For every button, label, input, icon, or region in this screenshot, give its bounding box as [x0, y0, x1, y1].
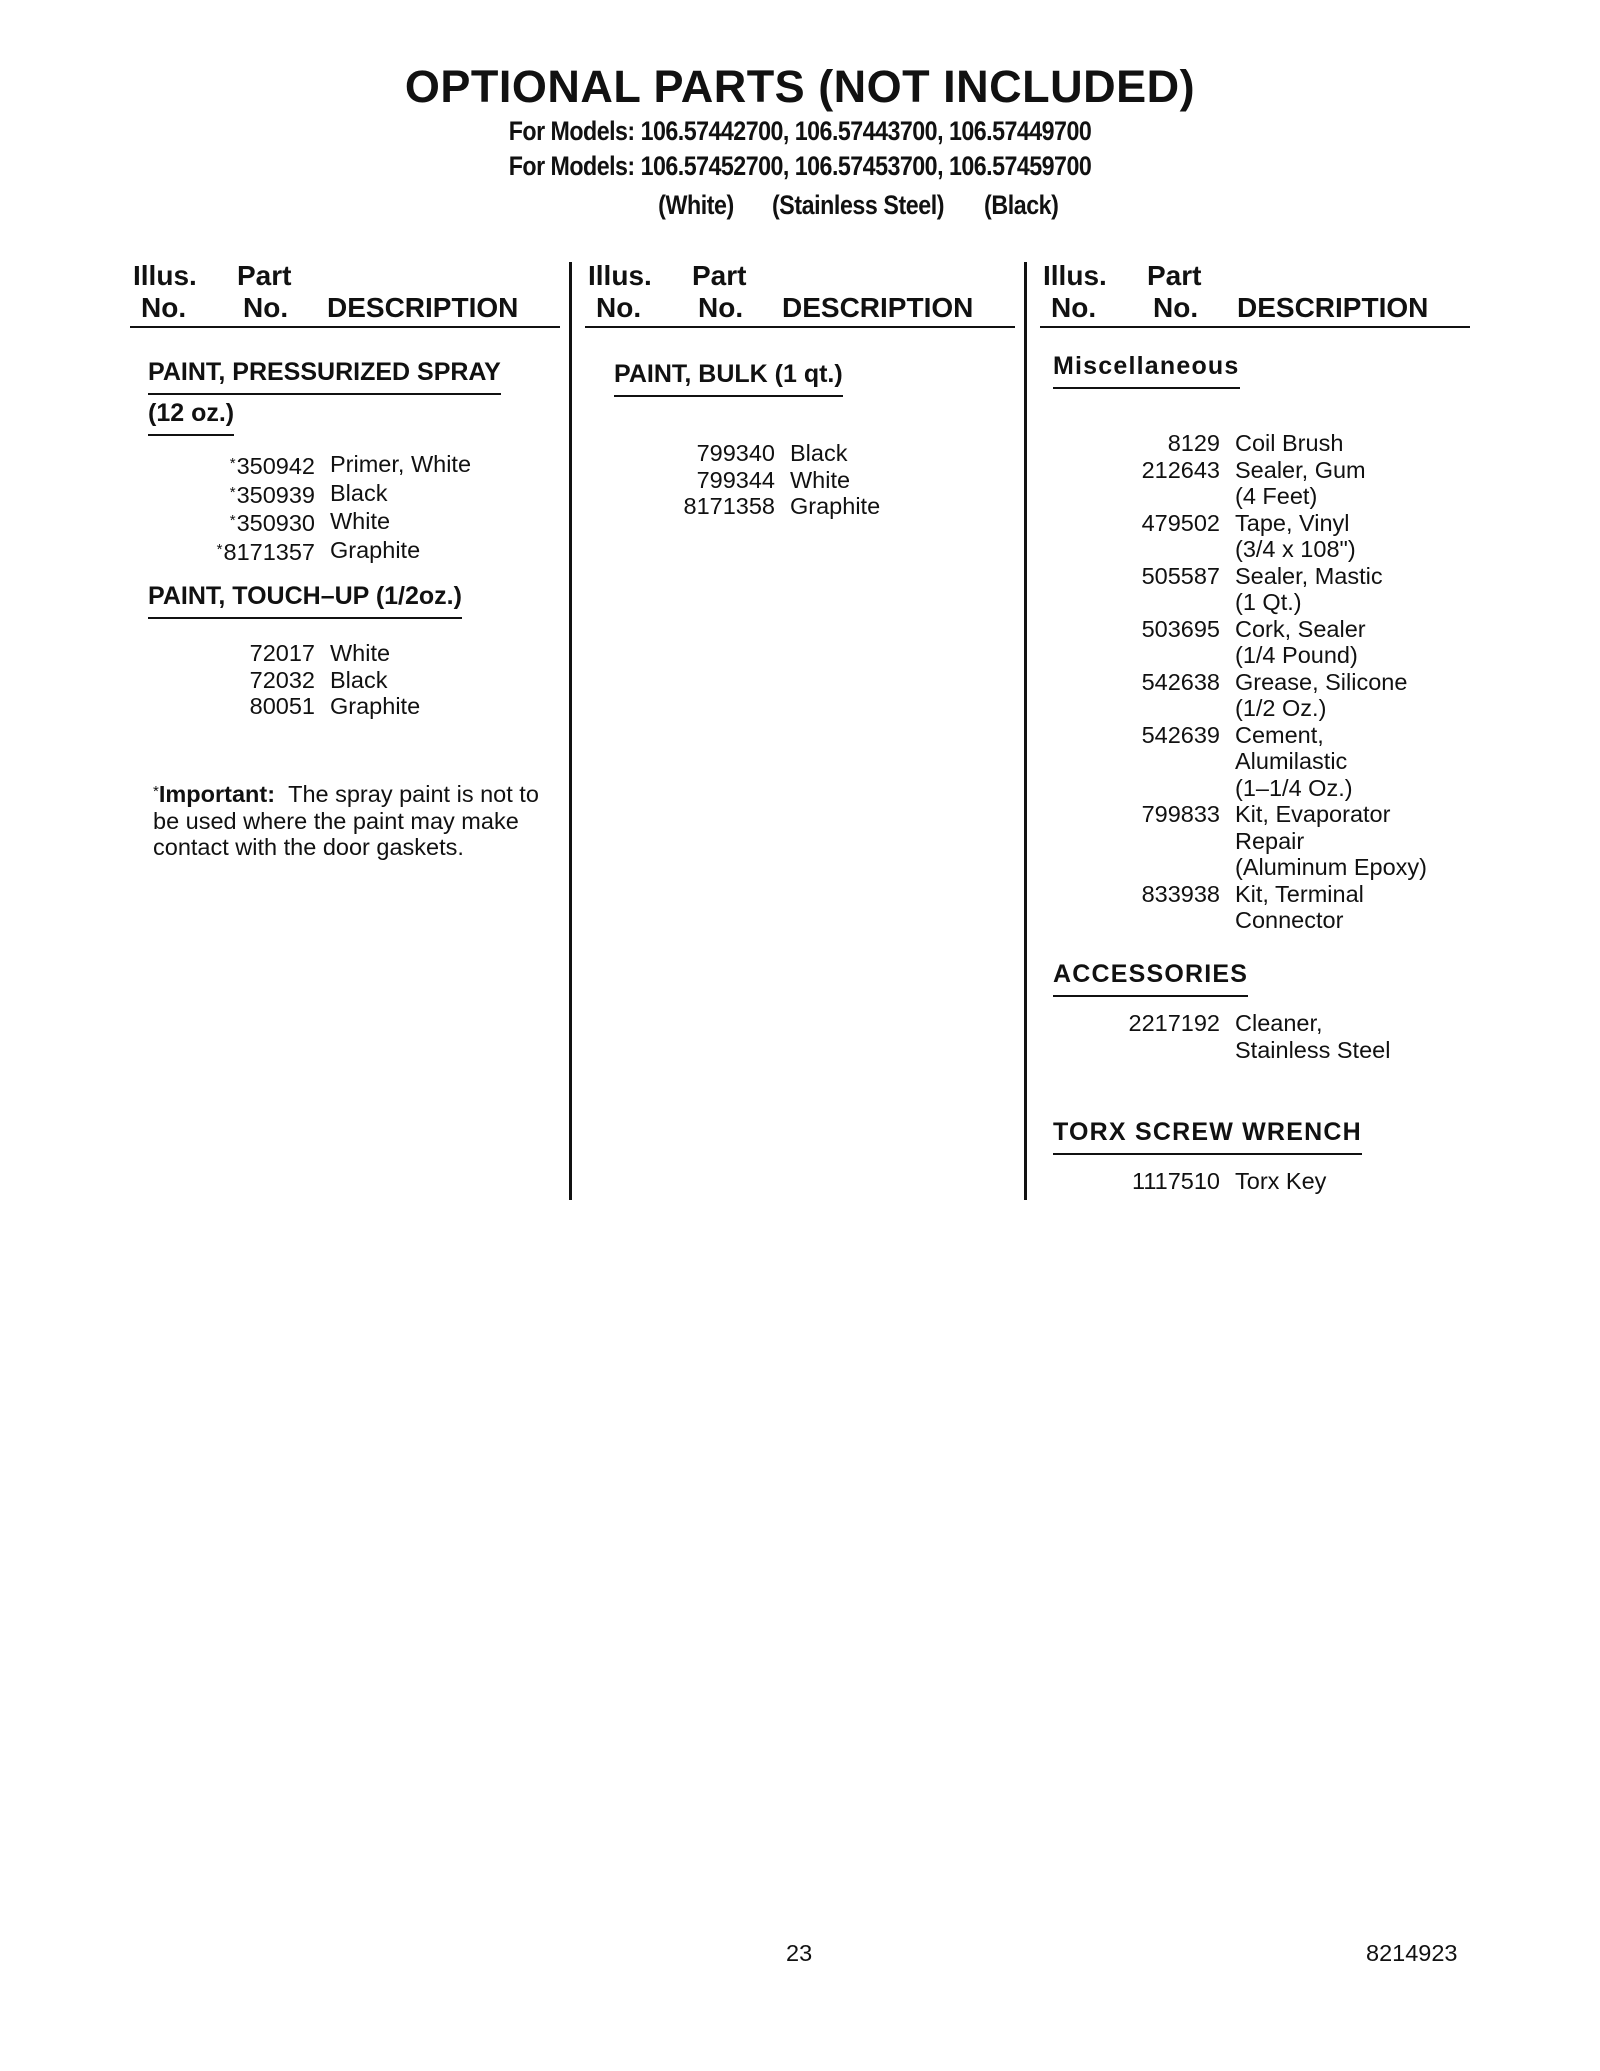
finish-stainless-steel: (Stainless Steel): [772, 190, 945, 220]
part-description: Cork, Sealer (1/4 Pound): [1235, 615, 1366, 668]
part-number: 1117510: [1132, 1168, 1220, 1194]
part-number: 2217192: [1128, 1010, 1220, 1036]
list-item: [1110, 1168, 1326, 1195]
list-item: [665, 467, 880, 494]
part-description: Kit, Terminal Connector: [1235, 880, 1364, 933]
header-part: Part: [237, 260, 292, 291]
header-illus-no: No.: [1051, 292, 1097, 323]
spray-paint-list: [210, 451, 471, 565]
part-description: Sealer, Gum (4 Feet): [1235, 456, 1366, 509]
list-item: [665, 440, 880, 467]
list-item: [1110, 510, 1427, 563]
section-title-miscellaneous: Miscellaneous: [1053, 348, 1240, 389]
header-illus-no: No.: [596, 292, 642, 323]
section-title-pressurized-spray: PAINT, PRESSURIZED SPRAY (12 oz.): [148, 354, 501, 436]
part-description: Tape, Vinyl (3/4 x 108"): [1235, 509, 1356, 562]
part-description: Sealer, Mastic (1 Qt.): [1235, 562, 1383, 615]
part-number: 799344: [696, 466, 775, 493]
asterisk-mark: *: [216, 540, 223, 558]
part-number: *350939: [229, 481, 315, 508]
section-title-accessories: ACCESSORIES: [1053, 956, 1248, 997]
part-description: Black: [330, 479, 388, 506]
part-description: Cleaner, Stainless Steel: [1235, 1010, 1391, 1063]
note-text: The spray paint is not to be used where the paint may make contact with the door gaskets.: [153, 781, 539, 860]
list-item: [1110, 563, 1427, 616]
torx-list: [1110, 1168, 1326, 1195]
list-item: [210, 508, 471, 537]
column-divider: [569, 262, 572, 1200]
part-number: 542639: [1141, 721, 1220, 748]
list-item: [210, 537, 471, 566]
part-number: 833938: [1141, 880, 1220, 907]
header-part-no: No.: [1153, 292, 1199, 323]
part-description: Graphite: [330, 693, 421, 719]
part-number: 72017: [249, 640, 315, 666]
asterisk-mark: *: [229, 512, 236, 529]
asterisk-mark: *: [229, 455, 236, 472]
column-header-3: [1040, 260, 1470, 328]
list-item: [1110, 801, 1427, 881]
asterisk-mark: *: [229, 483, 236, 501]
column-header-2: [585, 260, 1015, 328]
list-item: [1110, 1010, 1390, 1063]
header-illus-no: No.: [141, 292, 187, 323]
header-part-no: No.: [243, 292, 289, 323]
list-item: [665, 493, 880, 520]
part-description: White: [330, 640, 391, 666]
important-note: [153, 779, 543, 861]
header-part: Part: [1147, 260, 1202, 291]
list-item: [210, 640, 420, 667]
part-number: 799833: [1141, 801, 1220, 827]
list-item: [1110, 669, 1427, 722]
list-item: [1110, 881, 1427, 934]
part-number: 8171358: [683, 493, 775, 519]
part-number: 505587: [1141, 562, 1220, 589]
header-illus: Illus.: [1043, 260, 1107, 291]
part-number: 212643: [1141, 456, 1220, 483]
part-description: Cement, Alumilastic (1–1/4 Oz.): [1235, 721, 1353, 801]
header-description: DESCRIPTION: [1237, 292, 1429, 323]
part-number: 8129: [1167, 430, 1220, 456]
note-asterisk: *: [153, 783, 159, 800]
list-item: [1110, 430, 1427, 457]
part-description: Primer, White: [330, 451, 472, 477]
list-item: [1110, 457, 1427, 510]
part-description: Torx Key: [1235, 1168, 1327, 1194]
models-line-1: For Models: 106.57442700, 106.57443700, 106.57449700: [508, 116, 1092, 146]
part-description: Black: [330, 666, 388, 693]
part-description: Black: [790, 440, 848, 466]
bulk-paint-list: [665, 440, 880, 520]
column-header-1: [130, 260, 560, 328]
header-description: DESCRIPTION: [782, 292, 974, 323]
part-number: *8171357: [216, 538, 315, 565]
part-number: 503695: [1141, 615, 1220, 642]
list-item: [1110, 616, 1427, 669]
touch-up-paint-list: [210, 640, 420, 720]
note-label: Important:: [158, 781, 276, 807]
part-description: Grease, Silicone (1/2 Oz.): [1235, 668, 1408, 721]
part-description: Kit, Evaporator Repair (Aluminum Epoxy): [1235, 801, 1427, 880]
header-illus: Illus.: [588, 260, 652, 291]
page-number: 23: [786, 1940, 813, 1966]
list-item: [1110, 722, 1427, 802]
list-item: [210, 693, 420, 720]
part-description: White: [790, 466, 851, 493]
list-item: [210, 451, 471, 480]
part-number: 72032: [249, 666, 315, 693]
section-title-touch-up: PAINT, TOUCH–UP (1/2oz.): [148, 578, 462, 619]
miscellaneous-list: [1110, 430, 1427, 934]
section-title-torx: TORX SCREW WRENCH: [1053, 1114, 1362, 1155]
part-description: Graphite: [790, 493, 881, 519]
header-part: Part: [692, 260, 747, 291]
list-item: [210, 480, 471, 509]
column-divider: [1024, 262, 1027, 1200]
document-number: 8214923: [1366, 1940, 1458, 1966]
header-illus: Illus.: [133, 260, 197, 291]
finish-white: (White): [658, 190, 734, 220]
models-line-2: For Models: 106.57452700, 106.57453700, 106.57459700: [508, 151, 1092, 181]
part-number: *350942: [229, 453, 315, 479]
part-number: 799340: [696, 440, 775, 466]
part-number: 542638: [1141, 668, 1220, 695]
accessories-list: [1110, 1010, 1390, 1063]
part-description: White: [330, 508, 391, 534]
part-number: 479502: [1141, 509, 1220, 536]
page-title: OPTIONAL PARTS (NOT INCLUDED): [404, 61, 1196, 112]
list-item: [210, 667, 420, 694]
part-number: *350930: [229, 510, 315, 536]
part-description: Coil Brush: [1235, 430, 1344, 456]
part-description: Graphite: [330, 536, 421, 563]
header-part-no: No.: [698, 292, 744, 323]
finish-black: (Black): [984, 190, 1059, 220]
section-title-bulk: PAINT, BULK (1 qt.): [614, 356, 843, 397]
part-number: 80051: [249, 693, 315, 719]
header-description: DESCRIPTION: [327, 292, 519, 323]
